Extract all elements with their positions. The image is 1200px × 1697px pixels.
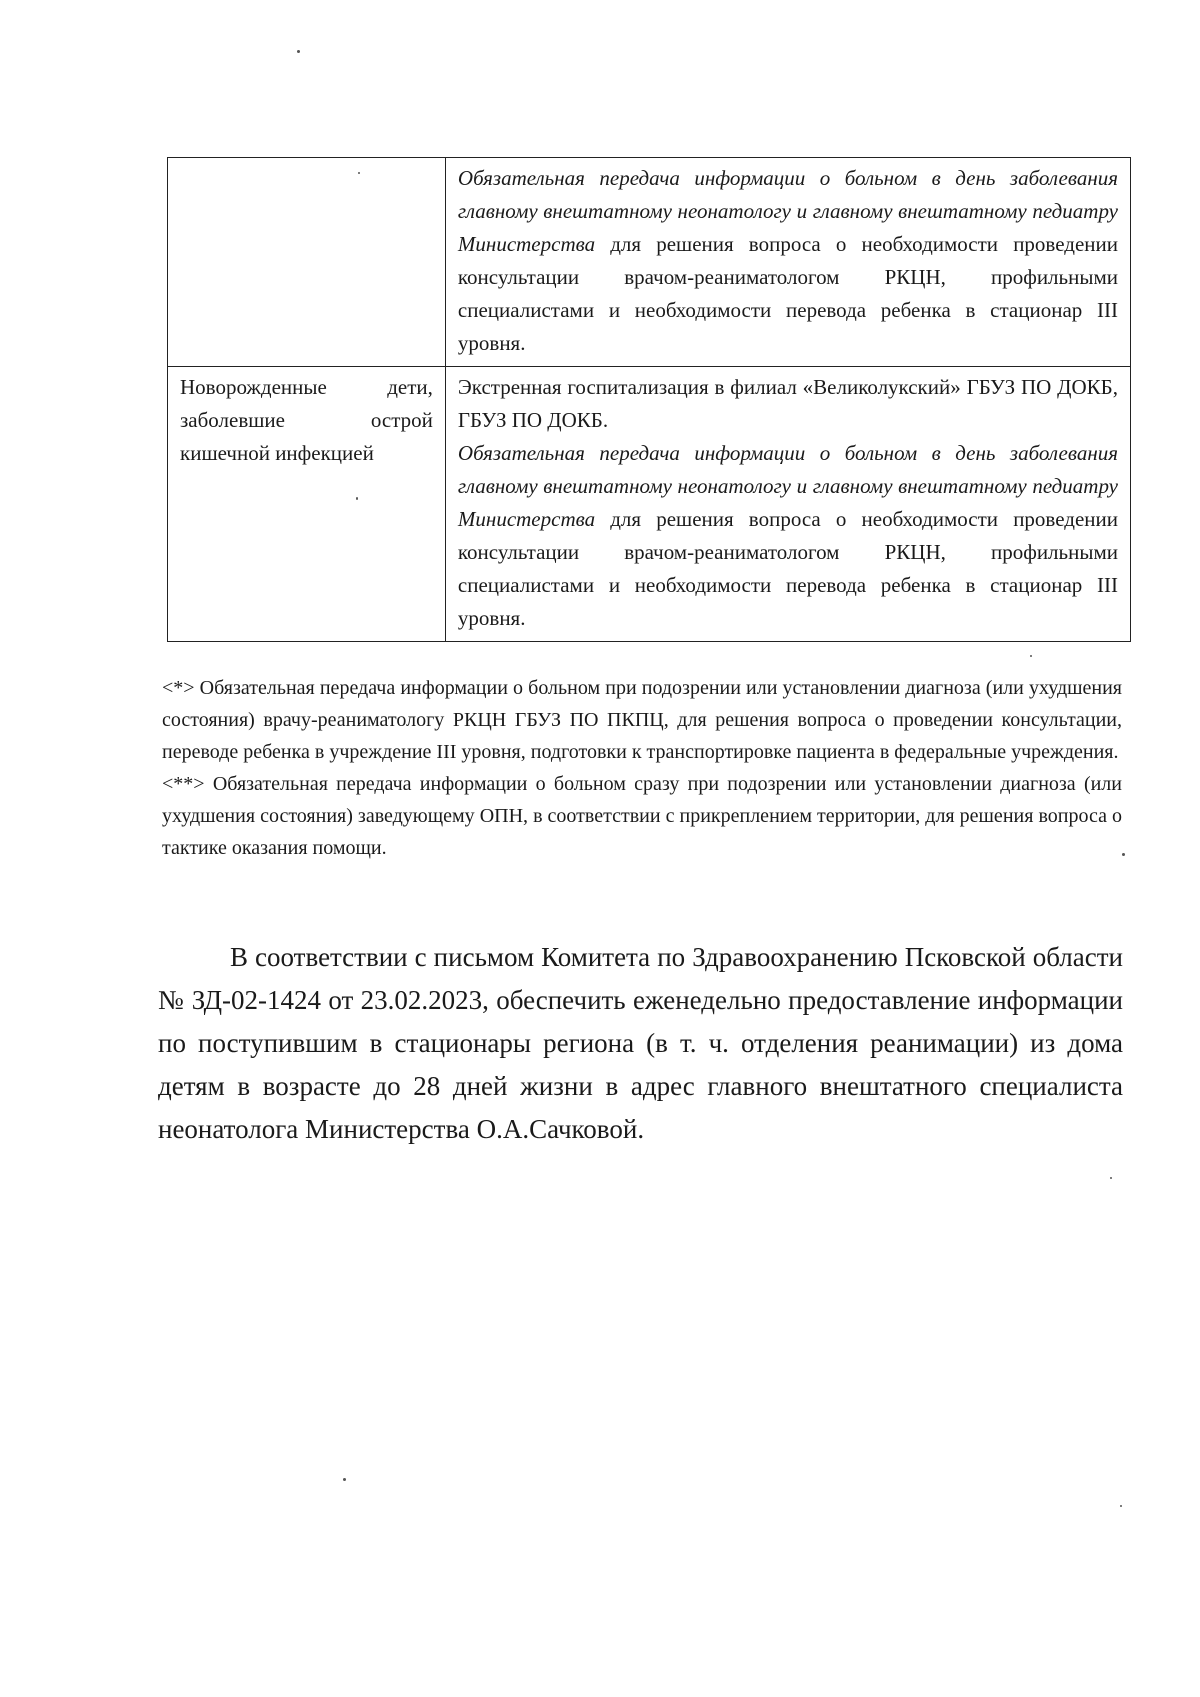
main-paragraph: В соответствии с письмом Комитета по Здравоохранению Псковской области № ЗД-02-1424 от 23.02.2023, обеспечить еженедельно предоставление информации по поступившим в стационары региона (в т. ч. отделения реанимации) из дома детям в возрасте до 28 дней жизни в адрес главного внештатного специалиста неонатолога Министерства О.А.Сачковой. [158,942,1123,1144]
table-cell-category [168,158,446,367]
purpose-text: для решения вопроса о необходимости проведении консультации врачом-реаниматологом РКЦН, профильными специалистами и необходимости перевода ребенка в стационар III уровня. [457,232,1118,355]
required-notice-text: Обязательная передача информации о больном в день заболевания главному внештатному неонатологу и главному внештатному педиатру Министерства [457,166,1118,256]
purpose-text: для решения вопроса о необходимости проведении консультации врачом-реаниматологом РКЦН, профильными специалистами и необходимости перевода ребенка в стационар III уровня. [457,507,1118,630]
main-paragraph-block [158,936,1123,1151]
footnote-double-star: <**> Обязательная передача информации о больном сразу при подозрении или установлении диагноза (или ухудшения состояния) заведующему ОПН, в соответствии с прикреплением территории, для решения вопроса о тактике оказания помощи. [162,773,1122,859]
scan-speck [356,497,358,500]
table-cell-action [445,367,1130,642]
table-row [168,158,1131,367]
table-cell-category: Новорожденные дети, заболевшие острой кишечной инфекцией [168,367,446,642]
scan-speck [1030,655,1032,657]
scan-speck [343,1478,346,1481]
required-notice-text: Обязательная передача информации о больном в день заболевания главному внештатному неонатологу и главному внештатному педиатру Министерства [457,441,1118,531]
table-cell-action [445,158,1130,367]
hospitalization-text: Экстренная госпитализация в филиал «Великолукский» ГБУЗ ПО ДОКБ, ГБУЗ ПО ДОКБ. [457,375,1118,432]
scan-speck [1120,1505,1122,1507]
scan-speck [1110,1177,1112,1179]
routing-table [167,157,1131,642]
scan-speck [1122,853,1125,856]
footnote-single-star: <*> Обязательная передача информации о больном при подозрении или установлении диагноза (или ухудшения состояния) врачу-реаниматологу РКЦН ГБУЗ ПО ПКПЦ, для решения вопроса о проведении консультации, переводе ребенка в учреждение III уровня, подготовки к транспортировке пациента в федеральные учреждения. [162,677,1122,763]
scan-speck [358,172,360,174]
table-row [168,367,1131,642]
scan-speck [297,50,300,53]
footnotes [162,672,1122,864]
